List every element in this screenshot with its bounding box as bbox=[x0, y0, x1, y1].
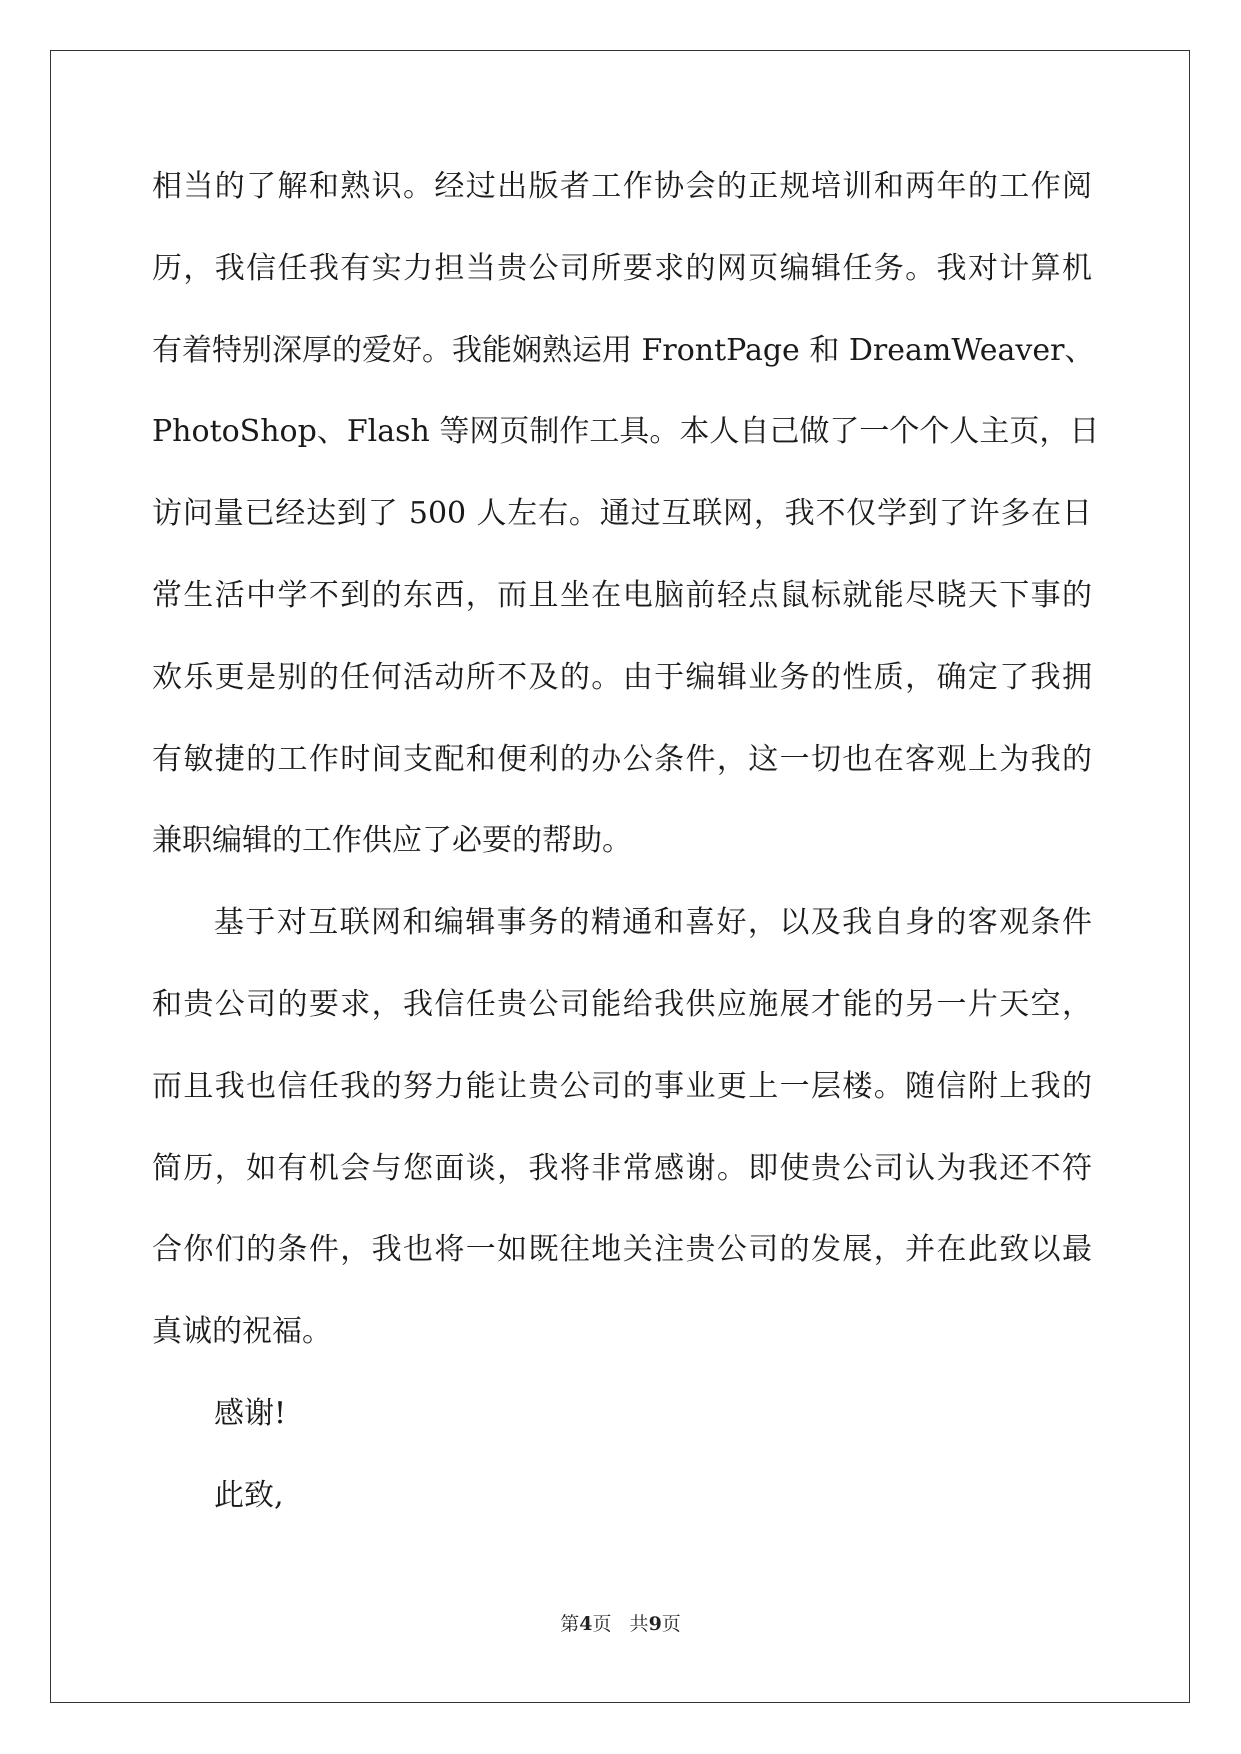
text-line: 欢乐更是别的任何活动所不及的。由于编辑业务的性质，确定了我拥 bbox=[152, 659, 1092, 695]
text-line: PhotoShop、Flash 等网页制作工具。本人自己做了一个个人主页，日 bbox=[152, 414, 1100, 450]
footer-prefix: 第 bbox=[560, 1613, 580, 1635]
text-line: 简历，如有机会与您面谈，我将非常感谢。即使贵公司认为我还不符 bbox=[152, 1150, 1092, 1186]
letter-body bbox=[152, 168, 1100, 1559]
page-footer bbox=[0, 1612, 1241, 1636]
text-line: 基于对互联网和编辑事务的精通和喜好，以及我自身的客观条件 bbox=[214, 905, 1092, 941]
text-line: 合你们的条件，我也将一如既往地关注贵公司的发展，并在此致以最 bbox=[152, 1232, 1092, 1268]
text-line: 和贵公司的要求，我信任贵公司能给我供应施展才能的另一片天空， bbox=[152, 986, 1092, 1022]
text-line: 访问量已经达到了 500 人左右。通过互联网，我不仅学到了许多在日 bbox=[152, 496, 1092, 532]
footer-middle: 页 共 bbox=[592, 1613, 649, 1635]
text-line: 历，我信任我有实力担当贵公司所要求的网页编辑任务。我对计算机 bbox=[152, 250, 1092, 286]
text-line: 有敏捷的工作时间支配和便利的办公条件，这一切也在客观上为我的 bbox=[152, 741, 1092, 777]
text-line: 此致, bbox=[214, 1477, 284, 1513]
text-line: 相当的了解和熟识。经过出版者工作协会的正规培训和两年的工作阅 bbox=[152, 169, 1092, 204]
text-line: 兼职编辑的工作供应了必要的帮助。 bbox=[152, 823, 632, 859]
text-line: 感谢! bbox=[214, 1395, 287, 1431]
footer-suffix: 页 bbox=[661, 1613, 681, 1635]
text-line: 有着特别深厚的爱好。我能娴熟运用 FrontPage 和 DreamWeaver、 bbox=[152, 332, 1095, 368]
text-line: 真诚的祝福。 bbox=[152, 1314, 332, 1350]
text-line: 常生活中学不到的东西，而且坐在电脑前轻点鼠标就能尽晓天下事的 bbox=[152, 577, 1092, 613]
total-pages-number: 9 bbox=[648, 1613, 662, 1635]
text-line: 而且我也信任我的努力能让贵公司的事业更上一层楼。随信附上我的 bbox=[152, 1068, 1092, 1104]
current-page-number: 4 bbox=[579, 1613, 593, 1635]
